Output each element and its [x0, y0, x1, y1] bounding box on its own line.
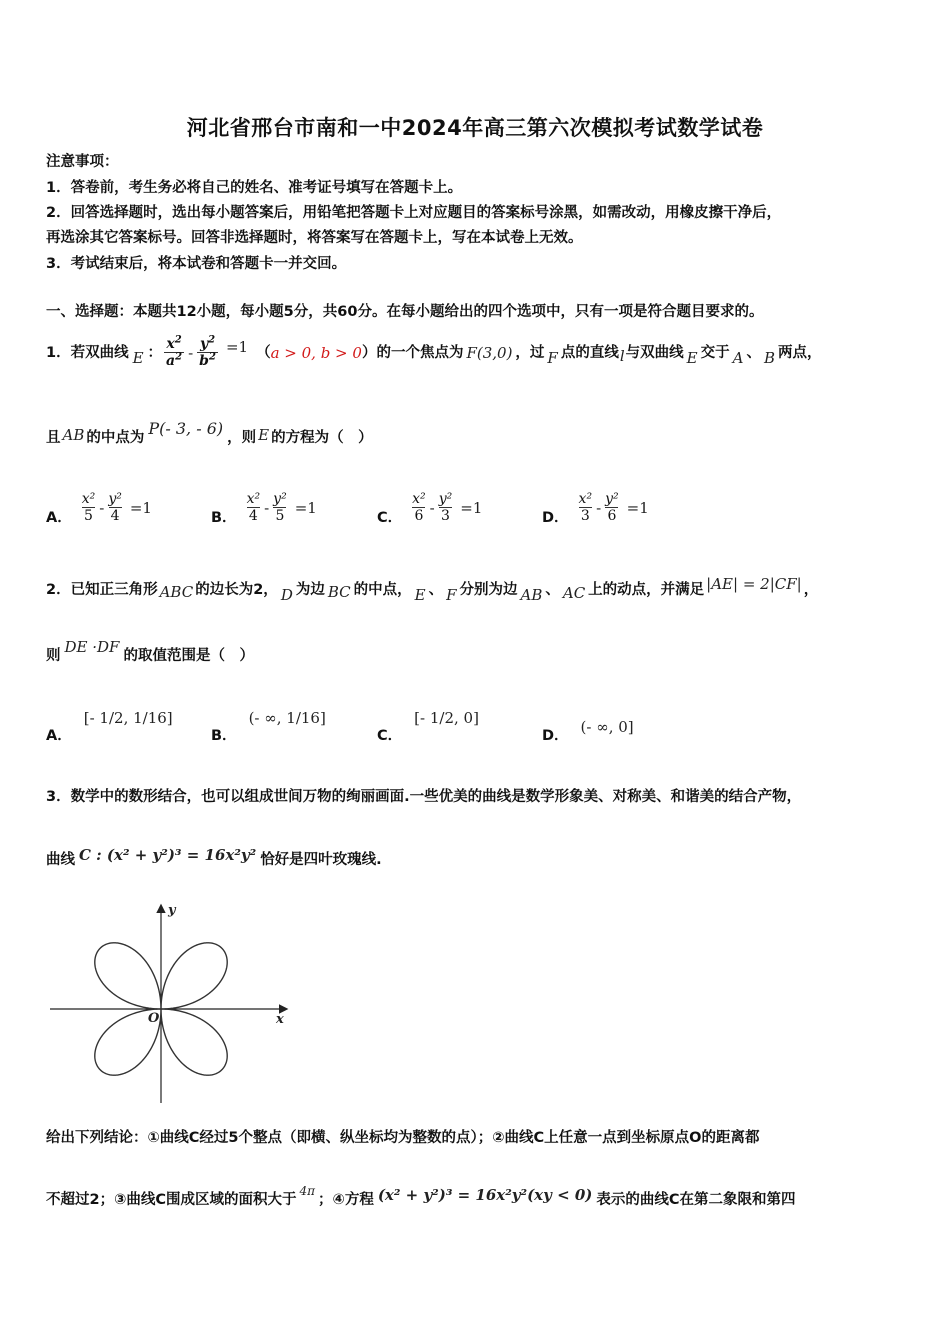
q1-curve-name: E [132, 349, 144, 367]
q1-d-d1: 3 [580, 507, 590, 524]
q1-a-minus: - [99, 498, 105, 517]
y-axis-label: y [168, 903, 176, 918]
q1-option-b-label: B． [211, 510, 237, 526]
q3-equation-2: (x² + y²)³ = 16x²y²(xy < 0) [377, 1186, 593, 1204]
q1-line2-c: ，则 [227, 430, 257, 446]
notice-heading: 注意事项： [46, 154, 119, 170]
q1-option-a-label: A． [46, 510, 72, 526]
q1-a-d1: 5 [84, 507, 93, 524]
q3-line4-c: 表示的曲线C在第二象限和第四 [596, 1192, 796, 1208]
q2-AC: AC [562, 584, 586, 602]
q1-number: 1．若双曲线 [46, 345, 129, 361]
q1-E2: E [686, 349, 698, 367]
q1-a-d2: 4 [110, 507, 120, 524]
q1-c-d1: 6 [414, 507, 424, 524]
q2-expression: DE ·DF [64, 638, 120, 656]
q3-line-3: 给出下列结论：①曲线C经过5个整点（即横、纵坐标均为整数的点）；②曲线C上任意一点到坐标原点O的距离都 [46, 1130, 760, 1146]
q2-line-1 [46, 575, 819, 604]
q2-E: E [414, 586, 426, 604]
q1-B: B [763, 349, 775, 367]
q1-d-n2: y² [605, 490, 619, 507]
q3-area-value: 4π [299, 1184, 316, 1198]
q2-option-a-value: [- 1/2, 1/16] [83, 708, 173, 727]
notice-item-2-cont: 再选涂其它答案标号。回答非选择题时，将答案写在答题卡上，写在本试卷上无效。 [46, 230, 583, 246]
q1-c-d2: 3 [441, 507, 450, 524]
q2-option-b-value: (- ∞, 1/16] [248, 708, 326, 727]
q1-d-n1: x² [578, 490, 593, 507]
q1-option-a[interactable] [46, 488, 152, 527]
q2-line2-b: 的取值范围是（ ） [123, 648, 254, 664]
q3-line2-b: 恰好是四叶玫瑰线. [260, 852, 382, 868]
q1-A: A [732, 349, 744, 367]
q1-line2-b: 的中点为 [86, 430, 145, 446]
q2-option-a[interactable] [46, 706, 173, 745]
q2-text-1: 2．已知正三角形 [46, 582, 158, 598]
q1-condition: a > 0, b > 0 [270, 344, 362, 362]
q1-a-n2: y² [108, 490, 122, 507]
q1-line-2 [46, 419, 373, 448]
q1-text-4: 与双曲线 [625, 345, 684, 361]
q1-frac-x: $\frac{x^2}{a^2}$ [166, 334, 183, 369]
q3-line2-a: 曲线 [46, 852, 75, 868]
q1-text-6: 两点， [777, 345, 822, 361]
q2-text-6: 上的动点，并满足 [588, 582, 705, 598]
q1-colon: ： [147, 345, 163, 361]
q2-sep: 、 [428, 582, 444, 598]
q1-b-d1: 4 [248, 507, 258, 524]
q2-line-2 [46, 638, 254, 666]
q1-b-minus: - [264, 498, 270, 517]
q3-line-1: 3．数学中的数形结合，也可以组成世间万物的绚丽画面.一些优美的曲线是数学形象美、对称美、和谐美的结合产物， [46, 789, 802, 805]
q1-E3: E [258, 426, 270, 444]
q2-text-3: 为边 [295, 582, 325, 598]
q1-text-3: 点的直线 [560, 345, 619, 361]
q1-line2-a: 且 [46, 430, 61, 446]
q1-b-d2: 5 [275, 507, 285, 524]
q2-text-5: 分别为边 [459, 582, 518, 598]
q2-line2-a: 则 [46, 648, 61, 664]
x-axis-label: x [276, 1012, 284, 1027]
q2-F: F [446, 586, 457, 604]
q2-option-d-value: (- ∞, 0] [580, 717, 634, 736]
notice-item-1: 1．答卷前，考生务必将自己的姓名、准考证号填写在答题卡上。 [46, 180, 463, 196]
q1-AB: AB [62, 426, 85, 444]
page-title: 河北省邢台市南和一中2024年高三第六次模拟考试数学试卷 [186, 116, 764, 140]
q1-line-1: 1．若双曲线 E ： $\frac{x^2}{a^2}$ - $\frac{y^2}{b^2}$ =1 （ a > 0, b > 0 ） 的一个焦点为 F(3,0) ，过 F 点的直线 l 与双曲线 E 交于 A 、 B 两点， [46, 334, 822, 369]
q2-option-b[interactable] [211, 706, 326, 745]
q2-AB: AB [520, 586, 543, 604]
q2-option-c-label: C． [377, 728, 403, 744]
q2-text-4: 的中点， [353, 582, 412, 598]
q1-c-n1: x² [412, 490, 426, 507]
q1-b-n2: y² [273, 490, 287, 507]
q2-BC: BC [327, 583, 351, 601]
q2-option-b-label: B． [211, 728, 237, 744]
rose-curve-figure [44, 898, 294, 1108]
q1-a-n1: x² [81, 490, 96, 507]
q1-option-c[interactable] [377, 488, 482, 527]
q3-line-2 [46, 840, 382, 870]
q1-a-eq: =1 [129, 498, 152, 517]
q2-option-a-label: A． [46, 728, 72, 744]
q3-line4-a: 不超过2；③曲线C围成区域的面积大于 [46, 1192, 297, 1208]
q2-text-2: 的边长为2， [195, 582, 278, 598]
q2-option-d-label: D． [542, 728, 569, 744]
q1-option-c-label: C． [377, 510, 403, 526]
q1-d-d2: 6 [607, 507, 617, 524]
q1-l: l [619, 347, 625, 365]
q1-c-eq: =1 [460, 498, 483, 517]
q2-option-c[interactable] [377, 706, 479, 745]
q1-text-1: 的一个焦点为 [376, 345, 464, 361]
q1-text-2: ，过 [515, 345, 545, 361]
q1-focus: F(3,0) [466, 344, 513, 362]
q1-F: F [547, 349, 558, 367]
q1-d-minus: - [596, 498, 602, 517]
q3-curve-equation: C : (x² + y²)³ = 16x²y² [79, 846, 257, 864]
q3-line4-b: ；④方程 [318, 1192, 374, 1208]
q2-D: D [280, 586, 293, 604]
q1-frac-y: $\frac{y^2}{b^2}$ [199, 334, 216, 369]
q2-option-d[interactable] [542, 706, 634, 745]
q1-c-n2: y² [438, 490, 453, 507]
section-heading: 一、选择题：本题共12小题，每小题5分，共60分。在每小题给出的四个选项中，只有一项是符合题目要求的。 [46, 304, 764, 320]
q1-c-minus: - [429, 498, 435, 517]
q2-option-c-value: [- 1/2, 0] [414, 708, 479, 727]
q2-text-7: ， [803, 582, 819, 598]
q1-b-eq: =1 [294, 498, 317, 517]
q1-line2-d: 的方程为（ ） [271, 430, 373, 446]
q2-sep2: 、 [545, 582, 560, 598]
origin-label: O [148, 1011, 160, 1026]
q1-text-5: 交于 [700, 345, 730, 361]
q3-line-4 [46, 1180, 796, 1210]
q1-sep: 、 [746, 345, 761, 361]
q1-d-eq: =1 [626, 498, 649, 517]
q1-option-d[interactable] [542, 488, 649, 527]
q2-ABC: ABC [159, 583, 194, 601]
q1-option-b[interactable] [211, 488, 317, 527]
notice-item-3: 3．考试结束后，将本试卷和答题卡一并交回。 [46, 256, 347, 272]
q2-condition: |AE| = 2|CF| [706, 575, 802, 593]
notice-item-2: 2．回答选择题时，选出每小题答案后，用铅笔把答题卡上对应题目的答案标号涂黑，如需改动，用橡皮擦干净后， [46, 205, 782, 221]
q1-midpoint: P(- 3, - 6) [148, 419, 224, 438]
q1-b-n1: x² [246, 490, 261, 507]
q1-option-d-label: D． [542, 510, 569, 526]
